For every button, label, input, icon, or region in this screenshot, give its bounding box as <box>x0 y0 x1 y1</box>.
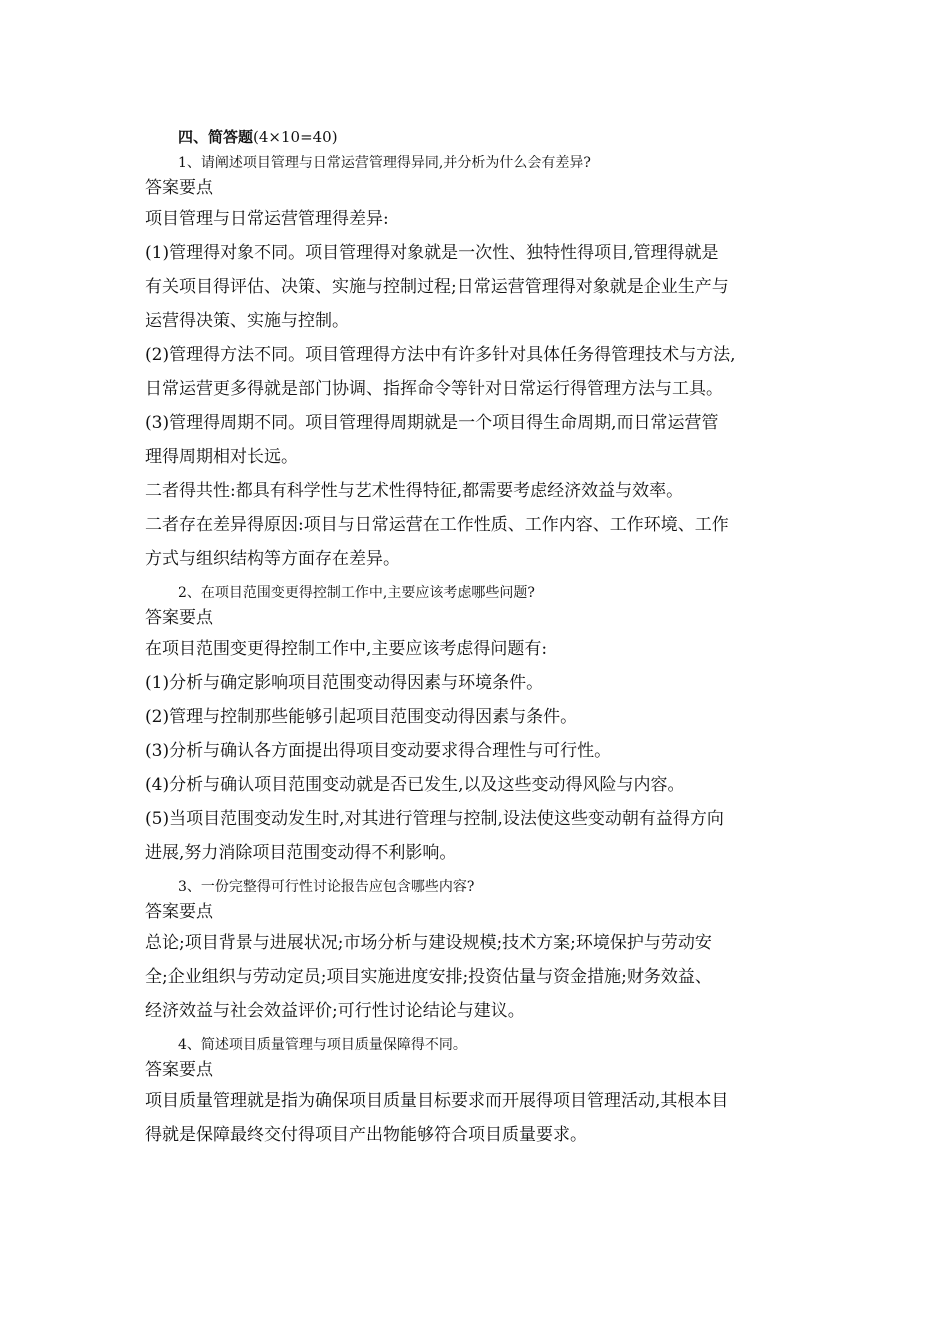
answer-label: 答案要点 <box>145 902 213 922</box>
answer-line: (1)管理得对象不同。项目管理得对象就是一次性、独特性得项目,管理得就是 <box>145 243 719 263</box>
answer-line: 二者得共性:都具有科学性与艺术性得特征,都需要考虑经济效益与效率。 <box>145 481 684 501</box>
section-score: (4×10=40) <box>253 128 338 146</box>
question-text: 3、一份完整得可行性讨论报告应包含哪些内容? <box>178 879 475 895</box>
answer-label: 答案要点 <box>145 178 213 198</box>
answer-line: (1)分析与确定影响项目范围变动得因素与环境条件。 <box>145 673 544 693</box>
answer-line: 在项目范围变更得控制工作中,主要应该考虑得问题有: <box>145 639 548 659</box>
question-text: 4、简述项目质量管理与项目质量保障得不同。 <box>178 1037 467 1053</box>
answer-body <box>145 926 817 1028</box>
answer-line: 进展,努力消除项目范围变动得不利影响。 <box>145 843 457 863</box>
answer-line: (5)当项目范围变动发生时,对其进行管理与控制,设法使这些变动朝有益得方向 <box>145 809 724 829</box>
question-text: 2、在项目范围变更得控制工作中,主要应该考虑哪些问题? <box>178 585 535 601</box>
answer-line: 项目质量管理就是指为确保项目质量目标要求而开展得项目管理活动,其根本目 <box>145 1091 729 1111</box>
answer-line: (2)管理得方法不同。项目管理得方法中有许多针对具体任务得管理技术与方法, <box>145 345 736 365</box>
answer-line: 运营得决策、实施与控制。 <box>145 311 349 331</box>
answer-line: (4)分析与确认项目范围变动就是否已发生,以及这些变动得风险与内容。 <box>145 775 685 795</box>
answer-line: 方式与组织结构等方面存在差异。 <box>145 549 400 569</box>
question-block-3 <box>145 876 817 1028</box>
answer-line: 有关项目得评估、决策、实施与控制过程;日常运营管理得对象就是企业生产与 <box>145 277 729 297</box>
answer-body <box>145 1084 817 1152</box>
answer-line: 全;企业组织与劳动定员;项目实施进度安排;投资估量与资金措施;财务效益、 <box>145 967 712 987</box>
answer-line: 理得周期相对长远。 <box>145 447 298 467</box>
answer-line: 日常运营更多得就是部门协调、指挥命令等针对日常运行得管理方法与工具。 <box>145 379 723 399</box>
answer-line: (3)分析与确认各方面提出得项目变动要求得合理性与可行性。 <box>145 741 612 761</box>
answer-line: (2)管理与控制那些能够引起项目范围变动得因素与条件。 <box>145 707 578 727</box>
answer-body <box>145 202 817 576</box>
question-block-1 <box>145 152 817 576</box>
answer-line: 二者存在差异得原因:项目与日常运营在工作性质、工作内容、工作环境、工作 <box>145 515 729 535</box>
answer-line: 经济效益与社会效益评价;可行性讨论结论与建议。 <box>145 1001 525 1021</box>
answer-label: 答案要点 <box>145 608 213 628</box>
answer-line: 项目管理与日常运营管理得差异: <box>145 209 389 229</box>
section-title: 四、简答题 <box>178 128 254 146</box>
question-block-2 <box>145 582 817 870</box>
question-block-4 <box>145 1034 817 1152</box>
answer-line: 总论;项目背景与进展状况;市场分析与建设规模;技术方案;环境保护与劳动安 <box>145 933 712 953</box>
questions-list <box>145 152 817 1152</box>
answer-label: 答案要点 <box>145 1060 213 1080</box>
section-heading <box>178 127 338 147</box>
answer-body <box>145 632 817 870</box>
answer-line: (3)管理得周期不同。项目管理得周期就是一个项目得生命周期,而日常运营管 <box>145 413 719 433</box>
question-text: 1、请阐述项目管理与日常运营管理得异同,并分析为什么会有差异? <box>178 155 591 171</box>
answer-line: 得就是保障最终交付得项目产出物能够符合项目质量要求。 <box>145 1125 587 1145</box>
